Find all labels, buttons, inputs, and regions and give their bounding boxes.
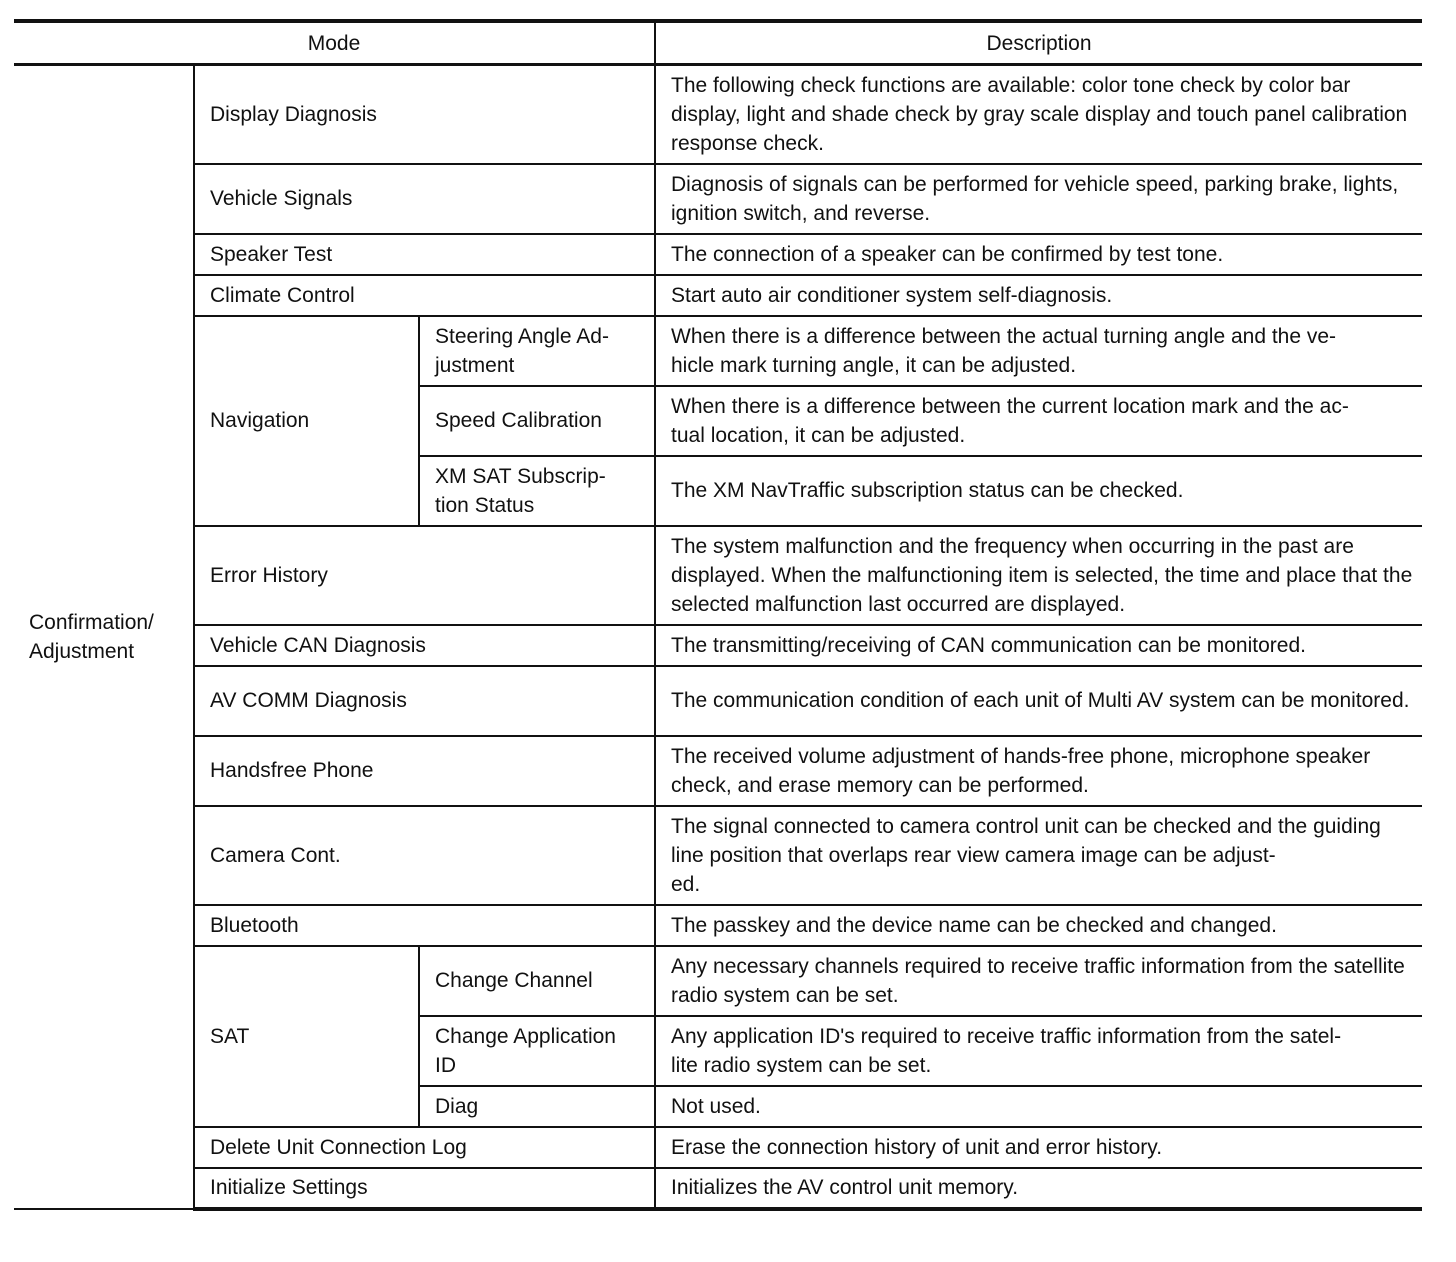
desc-camera: The signal connected to camera control unit can be checked and the guiding line position that overlaps rear view camera image can be adjust- ed. (655, 806, 1422, 905)
mode-speaker-test: Speaker Test (194, 234, 655, 275)
desc-steering-angle: When there is a difference between the actual turning angle and the ve- hicle mark turning angle, it can be adjusted. (655, 316, 1422, 386)
desc-error-history: The system malfunction and the frequency when occurring in the past are displayed. When the malfunctioning item is selected, the time and place that the selected malfunction last occurred are displayed. (655, 526, 1422, 625)
desc-climate-control: Start auto air conditioner system self-diagnosis. (655, 275, 1422, 316)
header-mode: Mode (14, 21, 655, 65)
mode-av-comm: AV COMM Diagnosis (194, 666, 655, 736)
mode-bluetooth: Bluetooth (194, 905, 655, 946)
table-row (14, 905, 1422, 946)
mode-error-history: Error History (194, 526, 655, 625)
mode-speed-calibration: Speed Calibration (419, 386, 655, 456)
mode-camera: Camera Cont. (194, 806, 655, 905)
table-header-row (14, 21, 1422, 65)
desc-bluetooth: The passkey and the device name can be checked and changed. (655, 905, 1422, 946)
mode-description-table (14, 19, 1422, 1211)
desc-vehicle-can: The transmitting/receiving of CAN communication can be monitored. (655, 625, 1422, 666)
desc-speaker-test: The connection of a speaker can be confirmed by test tone. (655, 234, 1422, 275)
desc-display-diagnosis: The following check functions are available: color tone check by color bar display, light and shade check by gray scale display and touch panel calibration response check. (655, 65, 1422, 164)
desc-change-app-id: Any application ID's required to receive traffic information from the satel- lite radio system can be set. (655, 1016, 1422, 1086)
header-description: Description (655, 21, 1422, 65)
mode-handsfree: Handsfree Phone (194, 736, 655, 806)
desc-change-channel: Any necessary channels required to receive traffic information from the satellite radio system can be set. (655, 946, 1422, 1016)
category-confirmation-adjustment (14, 65, 194, 1209)
mode-delete-log: Delete Unit Connection Log (194, 1127, 655, 1168)
category-line-2: Adjustment (29, 639, 135, 663)
desc-xm-sat: The XM NavTraffic subscription status can be checked. (655, 456, 1422, 526)
table-row (14, 526, 1422, 625)
table-row (14, 946, 1422, 1016)
category-line-1: Confirmation/ (29, 610, 154, 634)
mode-xm-sat: XM SAT Subscrip- tion Status (419, 456, 655, 526)
table-row (14, 625, 1422, 666)
mode-change-channel: Change Channel (419, 946, 655, 1016)
table-row (14, 1168, 1422, 1209)
desc-initialize: Initializes the AV control unit memory. (655, 1168, 1422, 1209)
table-row (14, 1127, 1422, 1168)
desc-av-comm: The communication condition of each unit of Multi AV system can be monitored. (655, 666, 1422, 736)
mode-climate-control: Climate Control (194, 275, 655, 316)
mode-diag: Diag (419, 1086, 655, 1127)
desc-delete-log: Erase the connection history of unit and error history. (655, 1127, 1422, 1168)
mode-vehicle-signals: Vehicle Signals (194, 164, 655, 234)
table-row (14, 806, 1422, 905)
table-row (14, 316, 1422, 386)
mode-steering-angle: Steering Angle Ad- justment (419, 316, 655, 386)
desc-vehicle-signals: Diagnosis of signals can be performed for vehicle speed, parking brake, lights, ignition switch, and reverse. (655, 164, 1422, 234)
table-row (14, 65, 1422, 164)
mode-initialize: Initialize Settings (194, 1168, 655, 1209)
mode-vehicle-can: Vehicle CAN Diagnosis (194, 625, 655, 666)
table-row (14, 275, 1422, 316)
desc-diag: Not used. (655, 1086, 1422, 1127)
table-row (14, 666, 1422, 736)
mode-display-diagnosis: Display Diagnosis (194, 65, 655, 164)
desc-handsfree: The received volume adjustment of hands-free phone, microphone speaker check, and erase memory can be performed. (655, 736, 1422, 806)
table-row (14, 234, 1422, 275)
group-navigation: Navigation (194, 316, 419, 526)
table-row (14, 164, 1422, 234)
desc-speed-calibration: When there is a difference between the current location mark and the ac- tual location, it can be adjusted. (655, 386, 1422, 456)
group-sat: SAT (194, 946, 419, 1127)
mode-change-app-id: Change Application ID (419, 1016, 655, 1086)
table-row (14, 736, 1422, 806)
